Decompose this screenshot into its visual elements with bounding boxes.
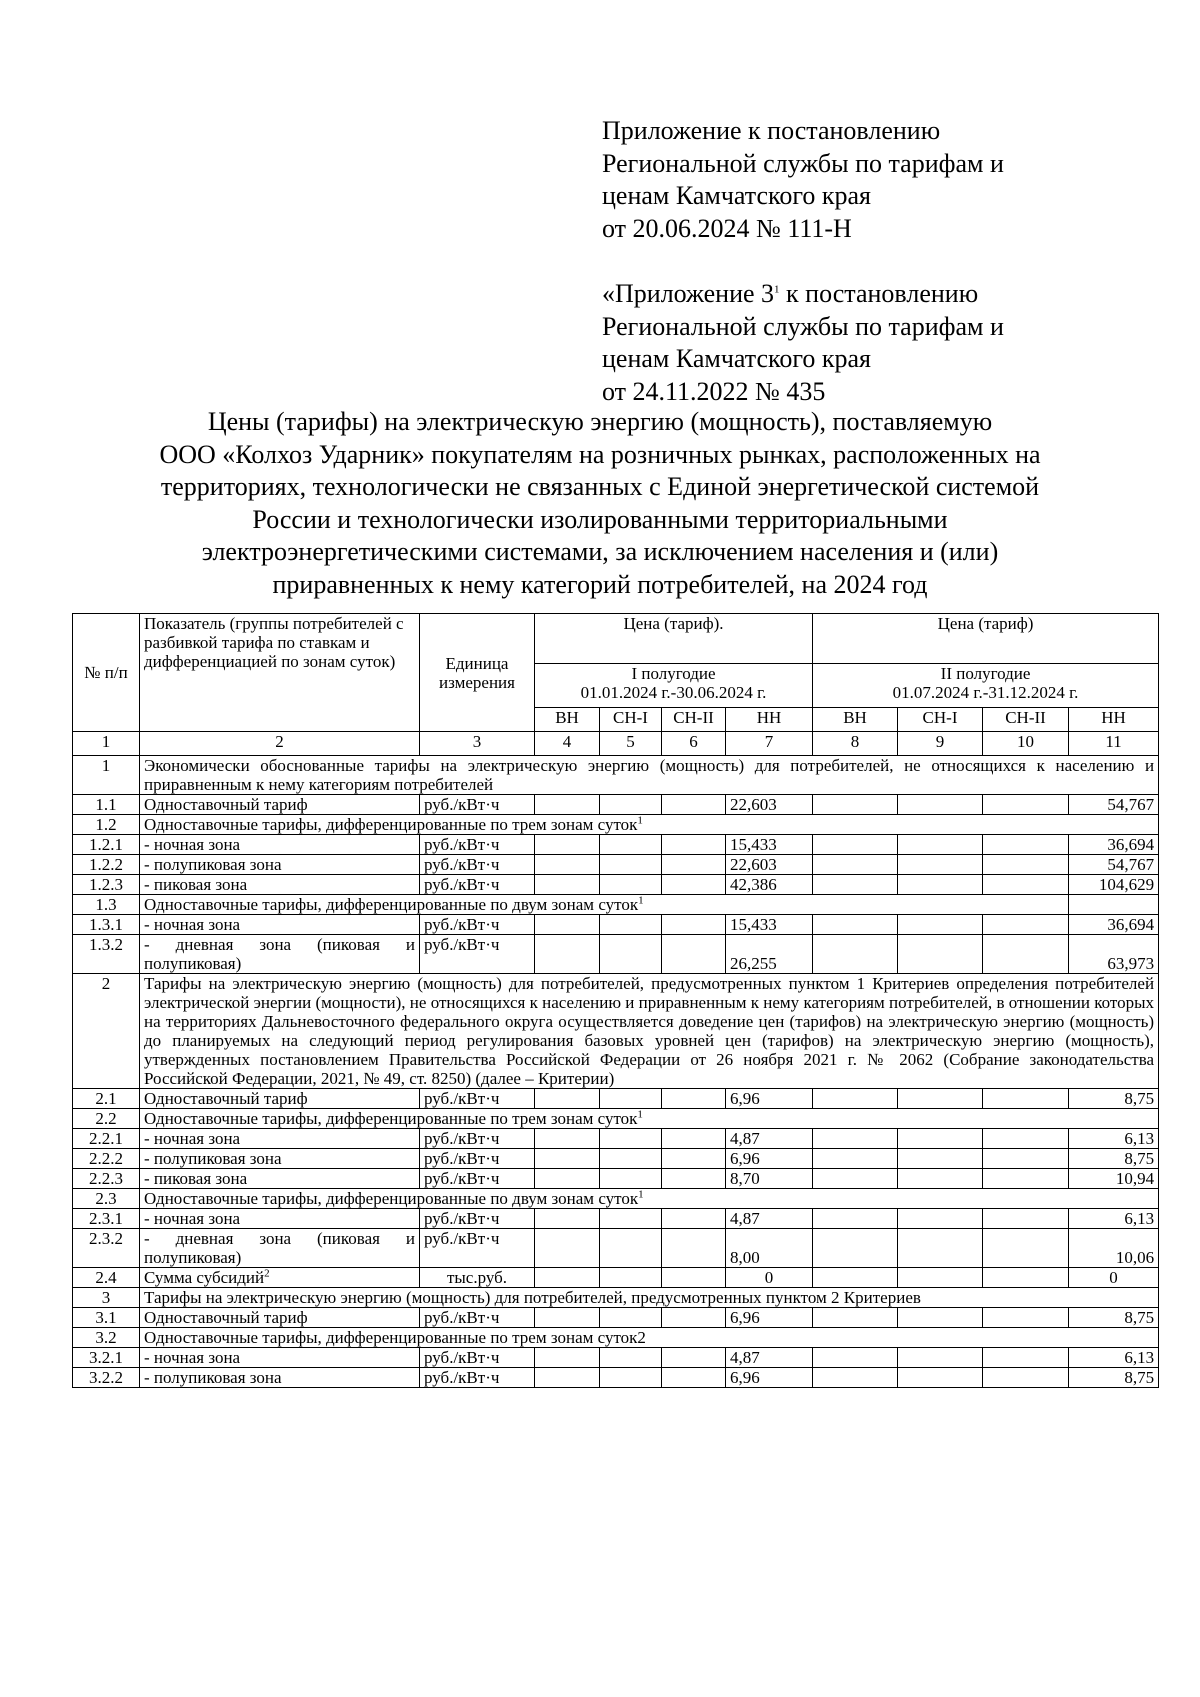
annex3-header-line: [602, 278, 1004, 311]
table-row: [73, 1089, 1159, 1109]
annex3-sup: 1: [774, 283, 780, 296]
annex-header-line: от 20.06.2024 № 111-Н: [602, 213, 852, 243]
row-unit: руб./кВт·ч: [420, 1209, 535, 1229]
row-unit: тыс.руб.: [420, 1268, 535, 1288]
table-row: [73, 915, 1159, 935]
value-h2-nn: 6,13: [1069, 1348, 1159, 1368]
title-line: приравненных к нему категорий потребителей, на 2024 год: [272, 569, 928, 599]
group-label: [140, 895, 1069, 915]
table-row: [73, 855, 1159, 875]
value-h2-nn: 10,06: [1069, 1229, 1159, 1268]
group-text: Одноставочные тарифы, дифференцированные по трем зонам суток: [144, 1109, 638, 1128]
col-number: 8: [813, 732, 898, 756]
group-text: Одноставочные тарифы, дифференцированные по трем зонам суток: [144, 815, 638, 834]
header-price-h1: Цена (тариф).: [535, 614, 813, 664]
value-h1-nn: 22,603: [726, 795, 813, 815]
row-label: - ночная зона: [140, 1348, 420, 1368]
col-number: 11: [1069, 732, 1159, 756]
value-h1-nn: 6,96: [726, 1368, 813, 1388]
row-num: 2.3: [73, 1189, 140, 1209]
row-num: 2.4: [73, 1268, 140, 1288]
row-num: 3: [73, 1288, 140, 1308]
row-label-line: полупиковая): [144, 954, 242, 973]
row-label: - ночная зона: [140, 1129, 420, 1149]
value-h1-nn: 4,87: [726, 1348, 813, 1368]
row-unit: руб./кВт·ч: [420, 855, 535, 875]
subsidy-text: Сумма субсидий: [144, 1268, 265, 1287]
row-unit: руб./кВт·ч: [420, 1368, 535, 1388]
row-label: - полупиковая зона: [140, 855, 420, 875]
row-unit: руб./кВт·ч: [420, 1149, 535, 1169]
annex-header: [602, 115, 1004, 245]
row-num: 1.2.1: [73, 835, 140, 855]
group-label: [140, 815, 1159, 835]
row-unit: руб./кВт·ч: [420, 795, 535, 815]
row-label: - пиковая зона: [140, 1169, 420, 1189]
document-title: [60, 406, 1140, 601]
col-number: 3: [420, 732, 535, 756]
row-num: 2.1: [73, 1089, 140, 1109]
row-unit: руб./кВт·ч: [420, 1308, 535, 1328]
annex-header-line: ценам Камчатского края: [602, 181, 871, 210]
half1-dates: 01.01.2024 г.-30.06.2024 г.: [580, 683, 767, 702]
row-num: 2.3.1: [73, 1209, 140, 1229]
row-num: 1.1: [73, 795, 140, 815]
row-label: [140, 935, 420, 974]
value-h1-nn: 4,87: [726, 1129, 813, 1149]
footnote-mark: 1: [637, 814, 643, 827]
row-label: - ночная зона: [140, 835, 420, 855]
value-h1-nn: 6,96: [726, 1308, 813, 1328]
group-text: Одноставочные тарифы, дифференцированные по двум зонам суток: [144, 1189, 639, 1208]
table-row: [73, 1348, 1159, 1368]
table-row: [73, 1169, 1159, 1189]
col-number: 2: [140, 732, 420, 756]
value-h1-nn: 22,603: [726, 855, 813, 875]
tariff-table: [72, 613, 1159, 1388]
group-label: Одноставочные тарифы, дифференцированные по трем зонам суток2: [140, 1328, 1159, 1348]
value-h2-nn: 8,75: [1069, 1089, 1159, 1109]
row-num: 2.2.2: [73, 1149, 140, 1169]
footnote-mark: 1: [638, 894, 644, 907]
half2-label: II полугодие: [940, 664, 1031, 683]
annex3-header-line: ценам Камчатского края: [602, 344, 871, 373]
header-unit: Единица измерения: [420, 614, 535, 732]
header-num: № п/п: [73, 614, 140, 732]
table-row: [73, 1288, 1159, 1308]
value-h2-nn: 8,75: [1069, 1308, 1159, 1328]
value-h2-nn: 6,13: [1069, 1209, 1159, 1229]
level-nn: НН: [1069, 708, 1159, 732]
section-text: Экономически обоснованные тарифы на электрическую энергию (мощность) для потребителей, не относящихся к населению и приравненным к нему категориям потребителей: [140, 756, 1159, 795]
value-h2-nn: 63,973: [1069, 935, 1159, 974]
value-h1-nn: 42,386: [726, 875, 813, 895]
table-row: [73, 756, 1159, 795]
value-h2-nn: 104,629: [1069, 875, 1159, 895]
header-half2: [813, 664, 1159, 708]
row-num: 2.2: [73, 1109, 140, 1129]
row-label: - полупиковая зона: [140, 1149, 420, 1169]
row-label-line: - дневная зона (пиковая и: [144, 935, 415, 954]
col-number: 7: [726, 732, 813, 756]
value-h2-nn: 6,13: [1069, 1129, 1159, 1149]
row-unit: руб./кВт·ч: [420, 915, 535, 935]
annex3-header: [602, 278, 1004, 408]
row-label: [140, 1268, 420, 1288]
table-row: [73, 875, 1159, 895]
row-num: 3.2.2: [73, 1368, 140, 1388]
row-unit: руб./кВт·ч: [420, 1089, 535, 1109]
value-h1-nn: 6,96: [726, 1149, 813, 1169]
level-sn2: СН-II: [983, 708, 1069, 732]
level-vn: ВН: [535, 708, 600, 732]
row-num: 1.3: [73, 895, 140, 915]
header-indicator: Показатель (группы потребителей с разбивкой тарифа по ставкам и дифференциацией по зонам суток): [140, 614, 420, 732]
annex-header-line: Региональной службы по тарифам и: [602, 148, 1004, 178]
row-num: 2.2.1: [73, 1129, 140, 1149]
title-line: России и технологически изолированными территориальными: [252, 504, 948, 534]
level-nn: НН: [726, 708, 813, 732]
footnote-mark: 1: [638, 1188, 644, 1201]
value-h1-nn: 0: [726, 1268, 813, 1288]
row-label-line: полупиковая): [144, 1248, 242, 1267]
row-label: - ночная зона: [140, 915, 420, 935]
col-number: 4: [535, 732, 600, 756]
value-h1-nn: 8,00: [726, 1229, 813, 1268]
table-row: [73, 1229, 1159, 1268]
level-sn2: СН-II: [662, 708, 726, 732]
half2-dates: 01.07.2024 г.-31.12.2024 г.: [892, 683, 1079, 702]
table-row: [73, 1109, 1159, 1129]
row-num: 2.2.3: [73, 1169, 140, 1189]
group-text: Одноставочные тарифы, дифференцированные по двум зонам суток: [144, 895, 639, 914]
value-h1-nn: 4,87: [726, 1209, 813, 1229]
row-num: 2.3.2: [73, 1229, 140, 1268]
row-label-line: - дневная зона (пиковая и: [144, 1229, 415, 1248]
table-row: [73, 1368, 1159, 1388]
table-row: [73, 974, 1159, 1089]
table-row: [73, 1189, 1159, 1209]
table-row: [73, 1268, 1159, 1288]
table-row: [73, 815, 1159, 835]
col-number: 5: [600, 732, 662, 756]
level-vn: ВН: [813, 708, 898, 732]
value-h1-nn: 15,433: [726, 835, 813, 855]
annex3-header-line: Региональной службы по тарифам и: [602, 311, 1004, 341]
value-h2-nn: 36,694: [1069, 915, 1159, 935]
col-number: 6: [662, 732, 726, 756]
half1-label: I полугодие: [631, 664, 716, 683]
table-row: [73, 1308, 1159, 1328]
row-num: 3.2.1: [73, 1348, 140, 1368]
row-num: 1: [73, 756, 140, 795]
value-h1-nn: 6,96: [726, 1089, 813, 1109]
row-unit: руб./кВт·ч: [420, 1129, 535, 1149]
row-num: 1.2.2: [73, 855, 140, 875]
value-h2-nn: 10,94: [1069, 1169, 1159, 1189]
row-num: 2: [73, 974, 140, 1089]
row-unit: руб./кВт·ч: [420, 1169, 535, 1189]
col-number: 1: [73, 732, 140, 756]
title-line: территориях, технологически не связанных с Единой энергетической системой: [160, 472, 1040, 501]
header-half1: [535, 664, 813, 708]
row-unit: руб./кВт·ч: [420, 875, 535, 895]
table-row: [73, 1328, 1159, 1348]
annex3-header-line: от 24.11.2022 № 435: [602, 376, 826, 406]
row-num: 3.2: [73, 1328, 140, 1348]
value-h1-nn: 8,70: [726, 1169, 813, 1189]
value-h1-nn: 26,255: [726, 935, 813, 974]
table-row: [73, 835, 1159, 855]
row-label: - ночная зона: [140, 1209, 420, 1229]
value-h2-nn: 8,75: [1069, 1368, 1159, 1388]
row-unit: руб./кВт·ч: [420, 835, 535, 855]
header-price-h2: Цена (тариф): [813, 614, 1159, 664]
level-sn1: СН-I: [600, 708, 662, 732]
footnote-mark: 1: [637, 1108, 643, 1121]
row-unit: руб./кВт·ч: [420, 935, 535, 974]
title-line: ООО «Колхоз Ударник» покупателям на розничных рынках, расположенных на: [159, 439, 1041, 469]
value-h2-nn: 8,75: [1069, 1149, 1159, 1169]
row-label: - полупиковая зона: [140, 1368, 420, 1388]
table-row: [73, 935, 1159, 974]
value-h2-nn: 54,767: [1069, 855, 1159, 875]
section-text: Тарифы на электрическую энергию (мощность) для потребителей, предусмотренных пунктом 2 Критериев: [140, 1288, 1159, 1308]
row-label: [140, 1229, 420, 1268]
row-label: Одноставочный тариф: [140, 1308, 420, 1328]
level-sn1: СН-I: [898, 708, 983, 732]
annex-header-line: Приложение к постановлению: [602, 116, 941, 145]
title-line: электроэнергетическими системами, за исключением населения и (или): [201, 537, 999, 566]
value-h2-nn: 54,767: [1069, 795, 1159, 815]
row-num: 1.2.3: [73, 875, 140, 895]
row-unit: руб./кВт·ч: [420, 1348, 535, 1368]
row-num: 1.3.1: [73, 915, 140, 935]
group-label: [140, 1189, 1159, 1209]
value-h2-nn: 0: [1069, 1268, 1159, 1288]
row-label: Одноставочный тариф: [140, 795, 420, 815]
row-num: 1.3.2: [73, 935, 140, 974]
group-label: [140, 1109, 1159, 1129]
title-line: Цены (тарифы) на электрическую энергию (мощность), поставляемую: [207, 407, 993, 436]
table-row: [73, 1129, 1159, 1149]
row-num: 3.1: [73, 1308, 140, 1328]
table-row: [73, 1149, 1159, 1169]
col-number: 10: [983, 732, 1069, 756]
row-label: Одноставочный тариф: [140, 1089, 420, 1109]
value-h2-nn: 36,694: [1069, 835, 1159, 855]
row-label: - пиковая зона: [140, 875, 420, 895]
annex3-label: «Приложение 3: [602, 279, 775, 308]
col-number: 9: [898, 732, 983, 756]
footnote-mark: 2: [264, 1267, 270, 1280]
table-row: [73, 895, 1159, 915]
table-row: [73, 795, 1159, 815]
row-unit: руб./кВт·ч: [420, 1229, 535, 1268]
table-row: [73, 1209, 1159, 1229]
annex3-label-rest: к постановлению: [779, 279, 979, 308]
section-text: Тарифы на электрическую энергию (мощность) для потребителей, предусмотренных пунктом 1 Критериев определения потребителей электрической энергии (мощности), не относящихся к населению и приравненным к нему категориям потребителей, в отношении которых на территориях Дальневосточного федерального округа осуществляется доведение цен (тарифов) на электрическую энергию (мощность) до планируемых на следующий период регулирования базовых уровней цен (тарифов) на электрическую энергию (мощность), утвержденных постановлением Правительства Российской Федерации от 26 ноября 2021 г. № 2062 (Собрание законодательства Российской Федерации, 2021, № 49, ст. 8250) (далее – Критерии): [140, 974, 1159, 1089]
row-num: 1.2: [73, 815, 140, 835]
value-h1-nn: 15,433: [726, 915, 813, 935]
